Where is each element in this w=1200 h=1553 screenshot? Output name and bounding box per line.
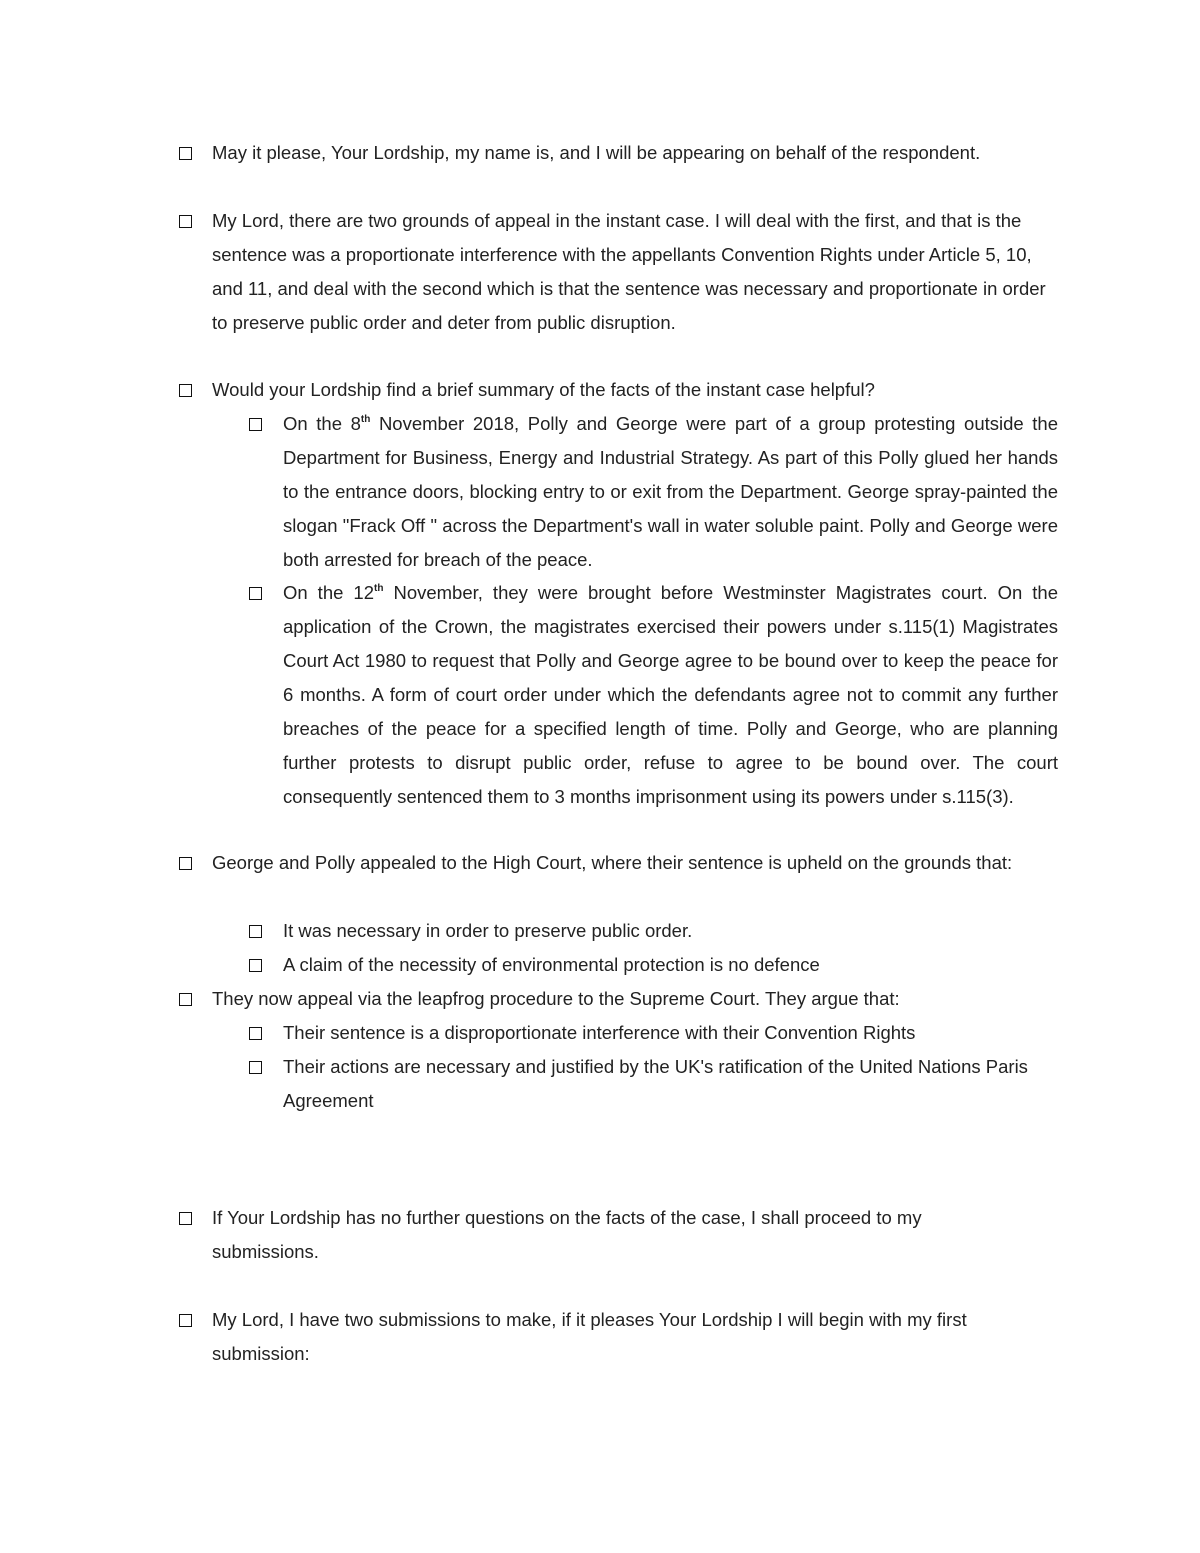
opening-paragraph: May it please, Your Lordship, my name is, and I will be appearing on behalf of the respondent.: [212, 142, 981, 163]
checkbox-icon: [179, 857, 192, 870]
checkbox-icon: [179, 993, 192, 1006]
checkbox-icon: [179, 1314, 192, 1327]
grounds-of-appeal-paragraph: My Lord, there are two grounds of appeal in the instant case. I will deal with the first, and that is the sentence was a proportionate interference with the appellants Convention Rights under Article 5, 10, and 11, and deal with the second which is that the sentence was necessary and proportionate in order to preserve public order and deter from public disruption.: [212, 210, 1046, 333]
ground-no-defence: A claim of the necessity of environmental protection is no defence: [283, 954, 820, 975]
checkbox-icon: [249, 959, 262, 972]
ground-public-order: It was necessary in order to preserve public order.: [283, 920, 693, 941]
facts-12th-text-rest: November, they were brought before Westminster Magistrates court. On the application of the Crown, the magistrates exercised their powers under s.115(1) Magistrates Court Act 1980 to request that Polly and George agree to be bound over to keep the peace for 6 months. A form of court order under which the defendants agree not to commit any further breaches of the peace for a specified length of time. Polly and George, who are planning further protests to disrupt public order, refuse to agree to be bound over. The court consequently sentenced them to 3 months imprisonment using its powers under s.115(3).: [283, 582, 1058, 807]
supreme-court-appeal-paragraph: They now appeal via the leapfrog procedure to the Supreme Court. They argue that:: [212, 988, 900, 1009]
proceed-to-submissions-paragraph: If Your Lordship has no further questions on the facts of the case, I shall proceed to my submissions.: [212, 1207, 922, 1262]
checkbox-icon: [179, 147, 192, 160]
argument-disproportionate: Their sentence is a disproportionate interference with their Convention Rights: [283, 1022, 916, 1043]
ordinal-suffix: th: [374, 583, 384, 594]
checkbox-icon: [179, 384, 192, 397]
facts-8th-text-rest: November 2018, Polly and George were part of a group protesting outside the Department for Business, Energy and Industrial Strategy. As part of this Polly glued her hands to the entrance doors, blocking entry to or exit from the Department. George spray-painted the slogan "Frack Off " across the Department's wall in water soluble paint. Polly and George were both arrested for breach of the peace.: [283, 413, 1059, 570]
two-submissions-paragraph: My Lord, I have two submissions to make, if it pleases Your Lordship I will begin with my first submission:: [212, 1309, 967, 1364]
checkbox-icon: [249, 587, 262, 600]
argument-paris-agreement: Their actions are necessary and justified by the UK's ratification of the United Nations Paris Agreement: [283, 1056, 1028, 1111]
facts-paragraph-8th-november: [283, 407, 1058, 577]
high-court-appeal-paragraph: George and Polly appealed to the High Court, where their sentence is upheld on the grounds that:: [212, 852, 1013, 873]
checkbox-icon: [249, 1061, 262, 1074]
checkbox-icon: [249, 925, 262, 938]
facts-8th-text-start: On the 8: [283, 413, 361, 434]
checkbox-icon: [249, 418, 262, 431]
summary-question-paragraph: Would your Lordship find a brief summary of the facts of the instant case helpful?: [212, 379, 875, 400]
ordinal-suffix: th: [360, 414, 371, 425]
facts-paragraph-12th-november: [283, 576, 1058, 814]
checkbox-icon: [179, 1212, 192, 1225]
facts-12th-text-start: On the 12: [283, 582, 374, 603]
checkbox-icon: [249, 1027, 262, 1040]
checkbox-icon: [179, 215, 192, 228]
